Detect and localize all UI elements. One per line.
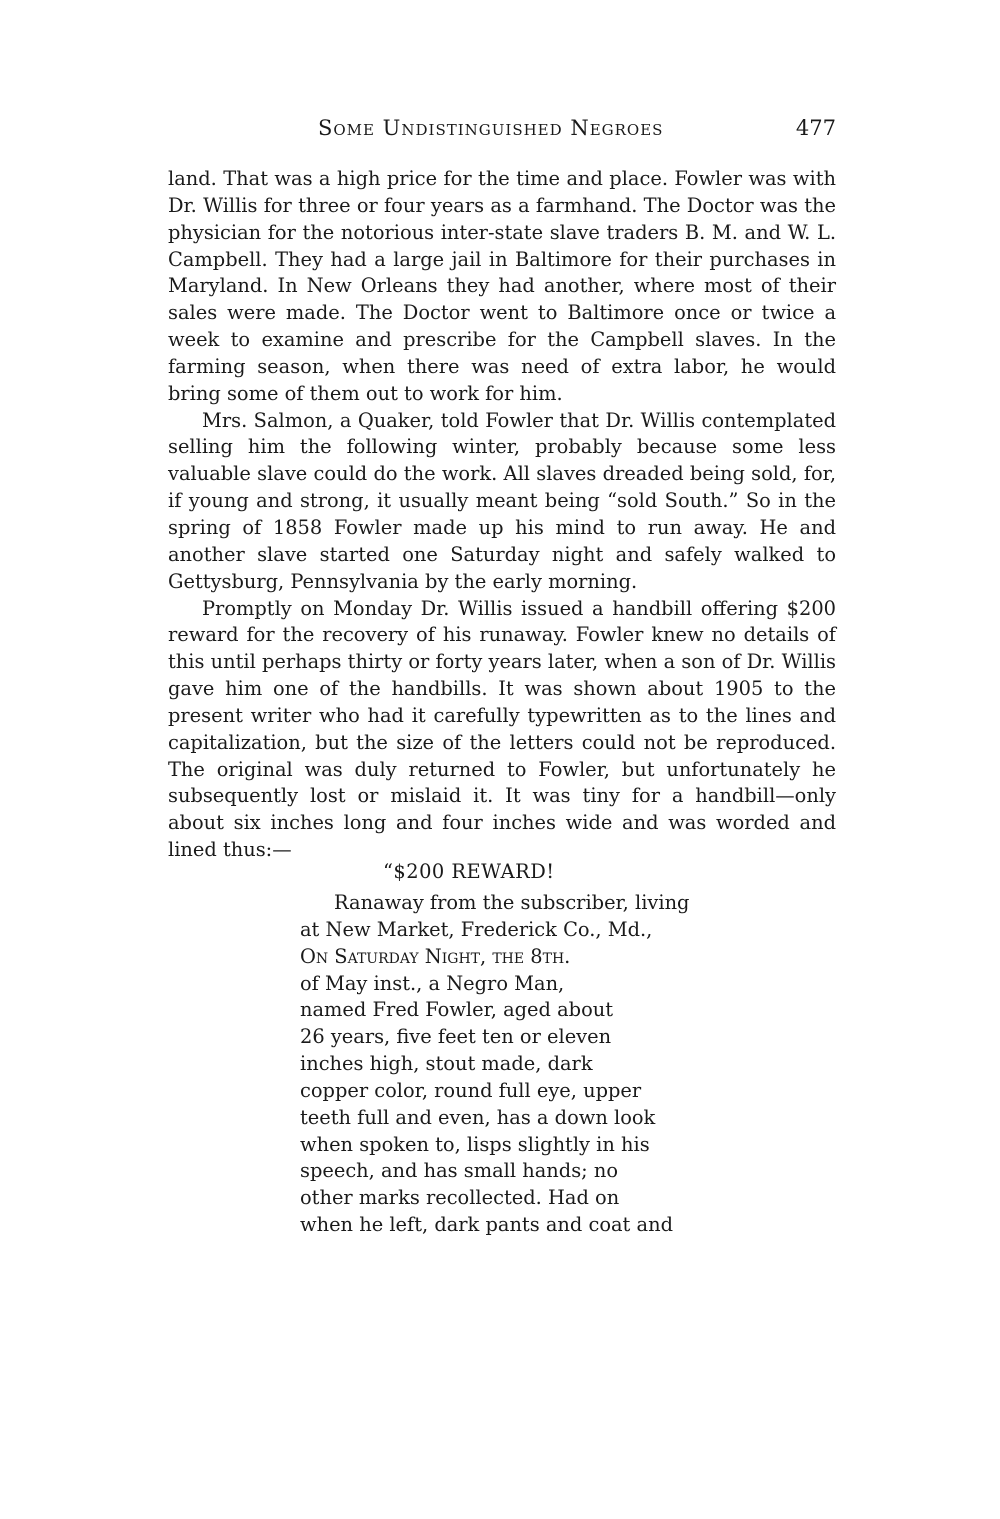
paragraph-1: land. That was a high price for the time and place. Fowler was with Dr. Willis for three or four years as a farmhand. The Doctor was the physician for the notorious inter-state slave traders B. M. and W. L. Campbell. They had a large jail in Baltimore for their purchases in Maryland. In New Orleans they had another, where most of their sales were made. The Doctor went to Baltimore once or twice a week to examine and prescribe for the Campbell slaves. In the farming season, when there was need of extra labor, he would bring some of them out to work for him. bbox=[168, 167, 836, 405]
handbill-line: teeth full and even, has a down look bbox=[300, 1105, 656, 1129]
handbill-line: On Saturday Night, the 8th. bbox=[300, 944, 571, 968]
body-text bbox=[168, 166, 836, 864]
handbill-line: when spoken to, lisps slightly in his bbox=[300, 1132, 650, 1156]
paragraph-2: Mrs. Salmon, a Quaker, told Fowler that Dr. Willis contemplated selling him the following winter, probably because some less valuable slave could do the work. All slaves dreaded being sold, for, if young and strong, it usually meant being “sold South.” So in the spring of 1858 Fowler made up his mind to run away. He and another slave started one Saturday night and safely walked to Gettysburg, Pennsylvania by the early morning. bbox=[168, 408, 836, 593]
handbill-line: named Fred Fowler, aged about bbox=[300, 998, 614, 1022]
reward-handbill bbox=[300, 859, 720, 1239]
handbill-line: at New Market, Frederick Co., Md., bbox=[300, 917, 653, 941]
handbill-title: “$200 REWARD! bbox=[383, 860, 555, 883]
handbill-line: speech, and has small hands; no bbox=[300, 1159, 619, 1183]
handbill-line: Ranaway from the subscriber, living bbox=[334, 891, 690, 914]
page-number: 477 bbox=[795, 116, 836, 140]
handbill-line: other marks recollected. Had on bbox=[300, 1186, 620, 1210]
paragraph-3: Promptly on Monday Dr. Willis issued a handbill offering $200 reward for the recovery of his runaway. Fowler knew no details of this until perhaps thirty or forty years later, when a son of Dr. Willis gave him one of the handbills. It was shown about 1905 to the present writer who had it carefully typewritten as to the lines and capitalization, but the size of the letters could not be reproduced. The original was duly returned to Fowler, but unfortunately he subsequently lost or mislaid it. It was tiny for a handbill—only about six inches long and four inches wide and was worded and lined thus:— bbox=[168, 596, 836, 862]
handbill-line: of May inst., a Negro Man, bbox=[300, 971, 565, 995]
handbill-line: inches high, stout made, dark bbox=[300, 1052, 593, 1076]
handbill-line: when he left, dark pants and coat and bbox=[300, 1213, 673, 1237]
running-head: Some Undistinguished Negroes bbox=[318, 116, 664, 140]
handbill-line: copper color, round full eye, upper bbox=[300, 1078, 642, 1102]
page-header bbox=[168, 116, 836, 146]
handbill-line: 26 years, five feet ten or eleven bbox=[300, 1025, 612, 1049]
